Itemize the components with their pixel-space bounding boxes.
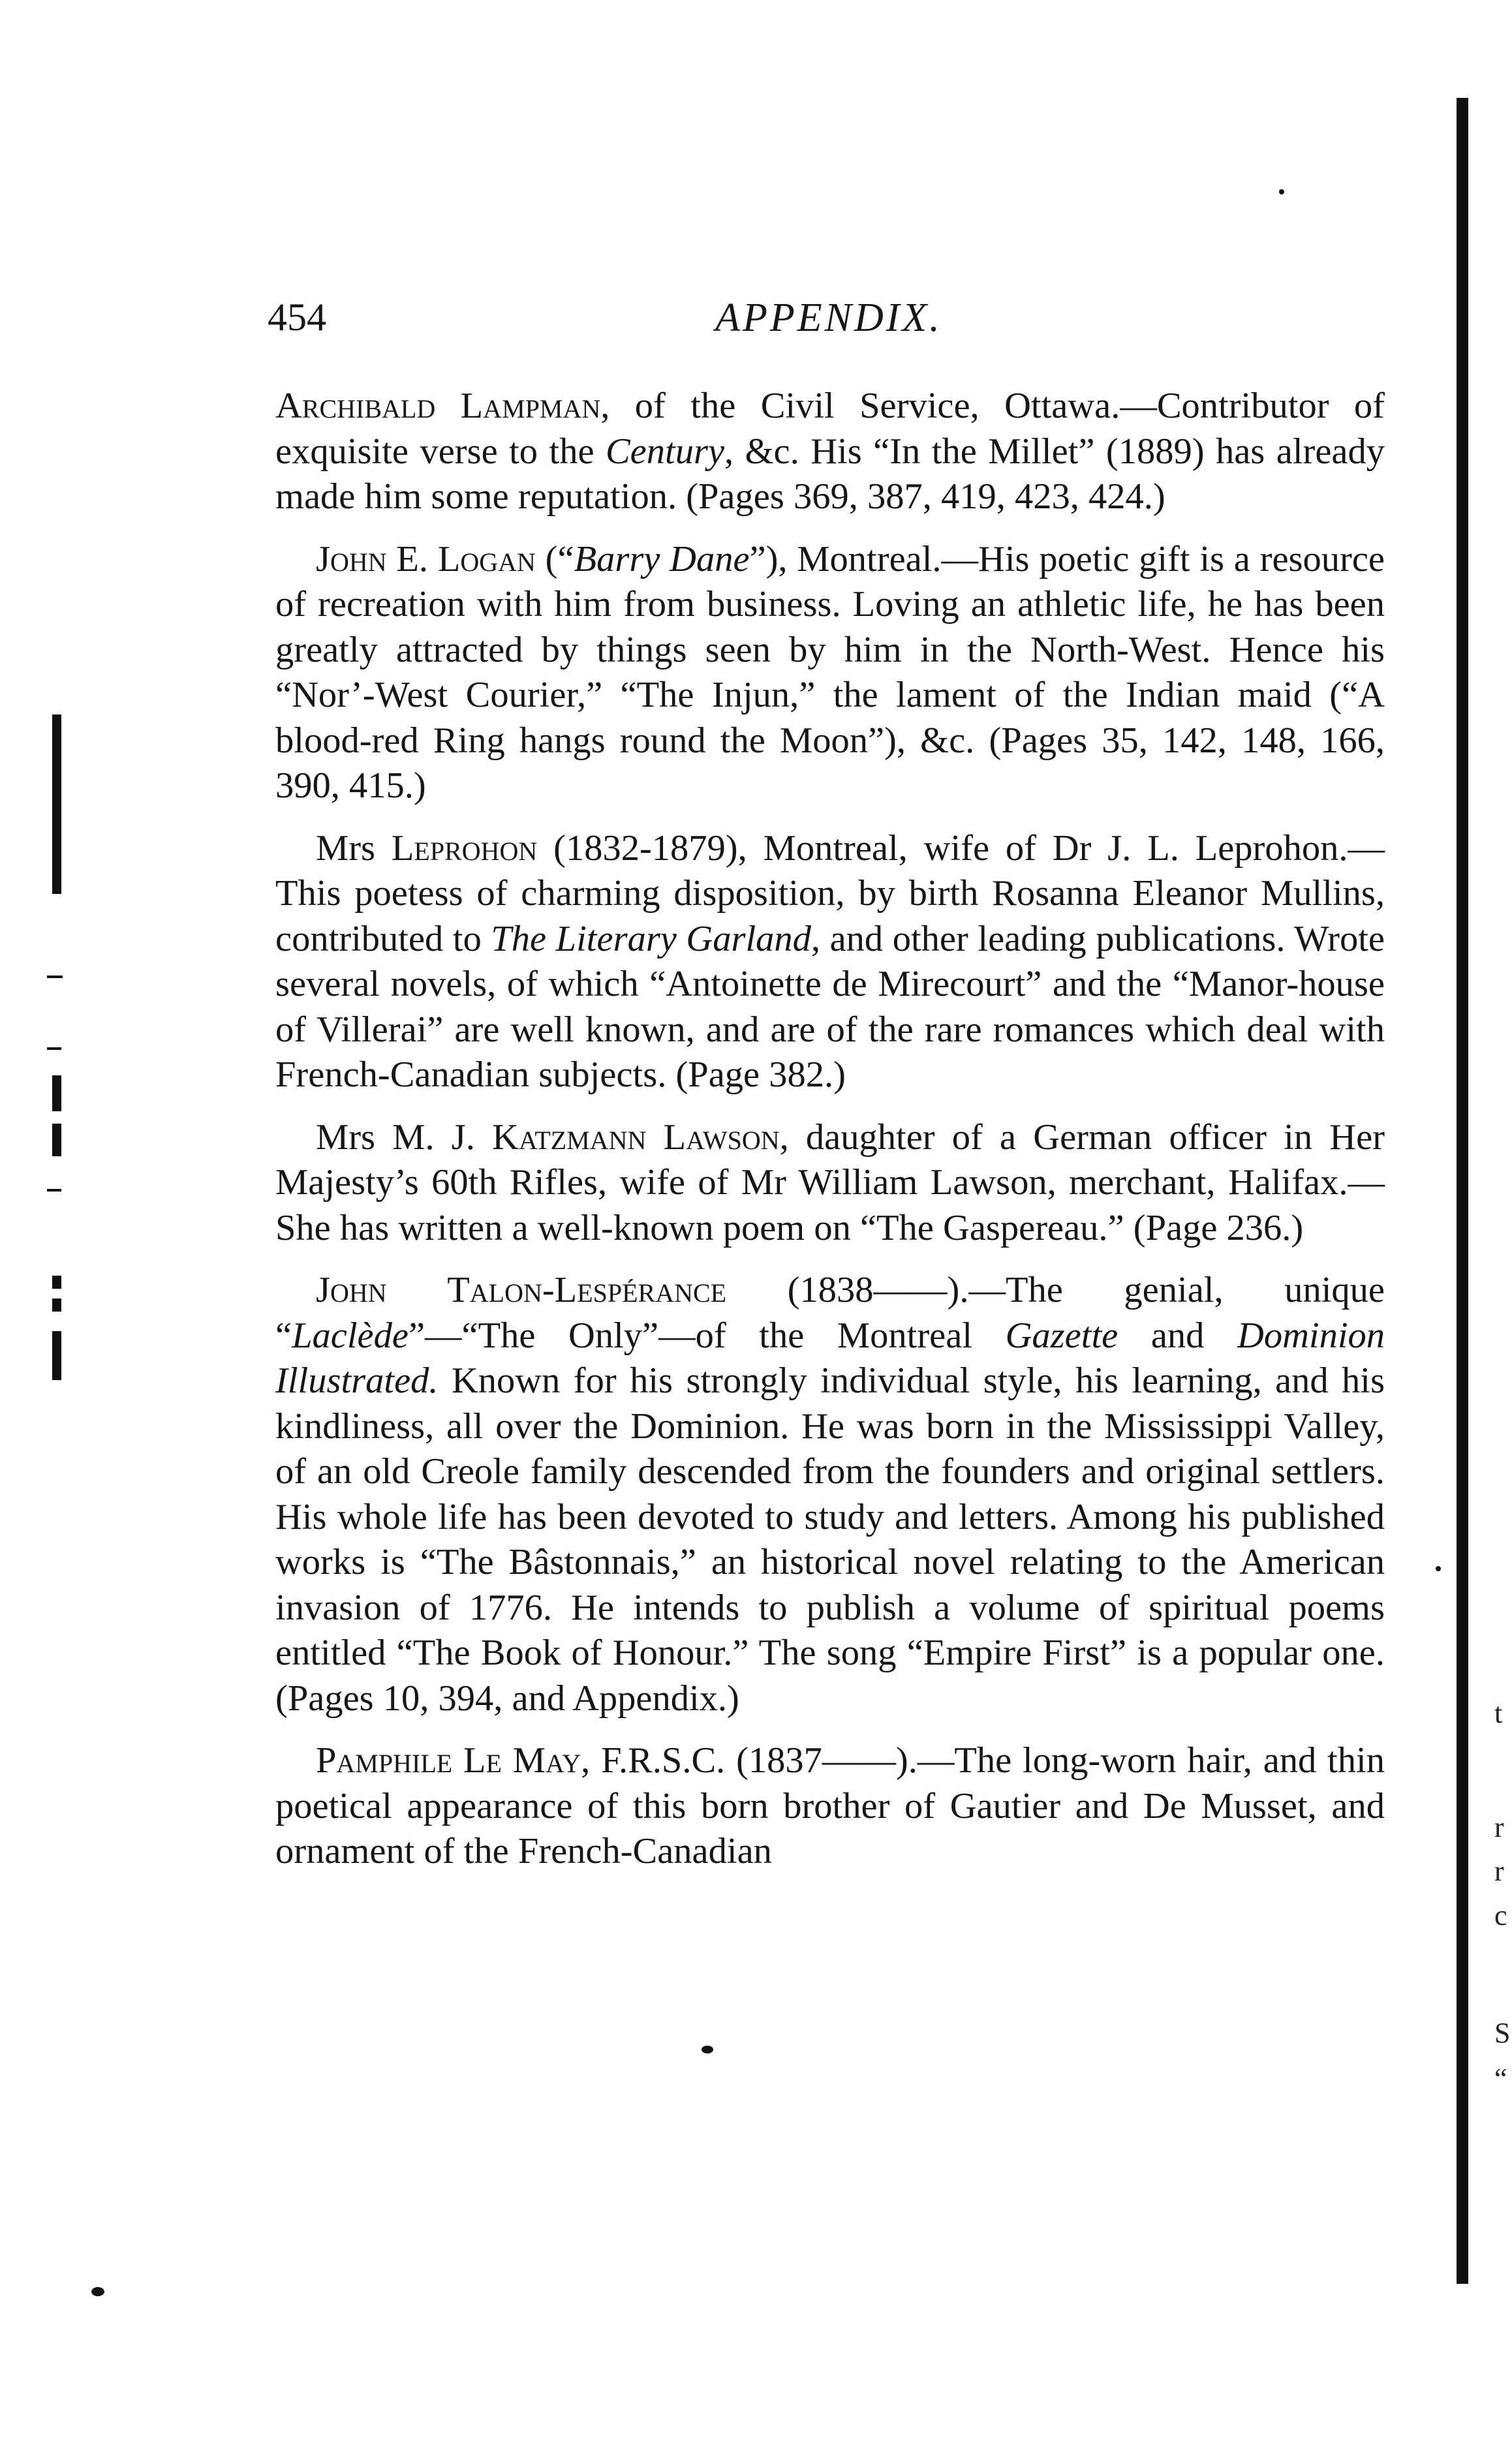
entry-name: Leprohon <box>391 827 538 869</box>
entry-italic: Century <box>606 431 725 472</box>
entry-name: Archibald Lampman <box>275 386 601 426</box>
entry-lesperance <box>275 1268 1385 1721</box>
entry-text: and <box>1118 1315 1238 1356</box>
running-head: APPENDIX. <box>715 296 942 340</box>
margin-fragment: r <box>1494 1811 1504 1843</box>
entry-prefix: Mrs <box>316 827 392 869</box>
entry-text: ”), Montreal.—His poetic gift is a resource of recreation with him from business. Loving an athletic life, he has been greatly attracted by things seen by him in the North-West. Hence his “Nor’-West Courier,” “The Injun,” the lament of the Indian maid (“A blood-red Ring hangs round the Moon”), &c. (Pages 35, 142, 148, 166, 390, 415.) <box>275 538 1385 806</box>
page-number: 454 <box>268 296 326 339</box>
scan-edge-bar <box>1457 98 1468 2284</box>
scan-mark <box>52 1276 61 1289</box>
entry-name: Katzmann Lawson <box>492 1116 780 1158</box>
entry-text: , daughter of a German officer in Her Majesty’s 60th Rifles, wife of Mr William Lawson, merchant, Halifax.—She has written a well-known poem on “The Gaspereau.” (Page 236.) <box>275 1116 1385 1248</box>
entry-name: Pamphile Le May <box>316 1740 581 1781</box>
entry-prefix: Mrs M. J. <box>316 1116 493 1158</box>
scan-speck <box>91 2287 104 2296</box>
entry-text: (1832-1879), Montreal, wife of Dr J. L. Leprohon.—This poetess of charming disposition, by birth Rosanna Eleanor Mullins, contributed to <box>275 827 1385 959</box>
margin-fragment: r <box>1494 1855 1504 1887</box>
scan-speck <box>702 2046 713 2053</box>
scan-speck <box>1436 1566 1441 1571</box>
margin-fragment: c <box>1494 1899 1507 1931</box>
entry-text: , and other leading publications. Wrote several novels, of which “Antoinette de Mirecourt” and the “Manor-house of Villerai” are well known, and are of the rare romances which deal with French-Canadian subjects. (Page 382.) <box>275 918 1385 1095</box>
margin-fragment: “ <box>1494 2063 1507 2095</box>
entry-italic: Gazette <box>1005 1315 1119 1356</box>
entry-logan <box>275 537 1385 809</box>
entry-text: (“ <box>535 538 574 579</box>
scan-mark <box>47 1047 61 1050</box>
entry-italic: Barry Dane <box>574 538 750 579</box>
entry-text: , F.R.S.C. (1837——).—The long-worn hair, and thin poetical appearance of this born brother of Gautier and De Musset, and ornament of the French-Canadian <box>275 1740 1385 1871</box>
entry-name: John E. Logan <box>316 538 536 579</box>
entry-italic: The Literary Garland <box>491 918 811 959</box>
entry-leprohon <box>275 826 1385 1098</box>
entry-italic: Laclède <box>292 1315 409 1356</box>
body-text <box>275 384 1385 1892</box>
scan-mark <box>52 715 61 894</box>
scan-mark <box>52 1075 61 1111</box>
entry-text: Known for his strongly individual style, his learning, and his kindliness, all over the Dominion. He was born in the Mississippi Valley, of an old Creole family descended from the founders and original settlers. His whole life has been devoted to study and letters. Among his published works is “The Bâstonnais,” an historical novel relating to the American invasion of 1776. He intends to publish a volume of spiritual poems entitled “The Book of Honour.” The song “Empire First” is a popular one. (Pages 10, 394, and Appendix.) <box>275 1361 1385 1719</box>
entry-text: (1838——).—The genial, unique “ <box>275 1270 1385 1356</box>
entry-italic: Dominion Illustrated. <box>275 1315 1385 1401</box>
entry-text: , of the Civil Service, Ottawa.—Contributor of exquisite verse to the <box>275 386 1385 472</box>
entry-le-may <box>275 1738 1385 1875</box>
entry-text: ”—“The Only”—of the Montreal <box>408 1315 1006 1356</box>
scan-mark <box>52 1124 61 1156</box>
scan-mark <box>47 976 63 978</box>
scan-mark <box>47 1189 61 1192</box>
scan-speck <box>1279 189 1284 194</box>
scan-mark <box>52 1299 61 1312</box>
page-header <box>268 295 1390 354</box>
entry-lawson <box>275 1115 1385 1252</box>
margin-fragment: S <box>1494 2017 1511 2049</box>
entry-name: John Talon-Lespérance <box>316 1270 727 1310</box>
entry-lampman <box>275 384 1385 520</box>
margin-fragment: t <box>1494 1697 1503 1729</box>
entry-text: , &c. His “In the Millet” (1889) has already made him some reputation. (Pages 369, 387, 419, 423, 424.) <box>275 431 1385 517</box>
scan-mark <box>52 1331 61 1380</box>
